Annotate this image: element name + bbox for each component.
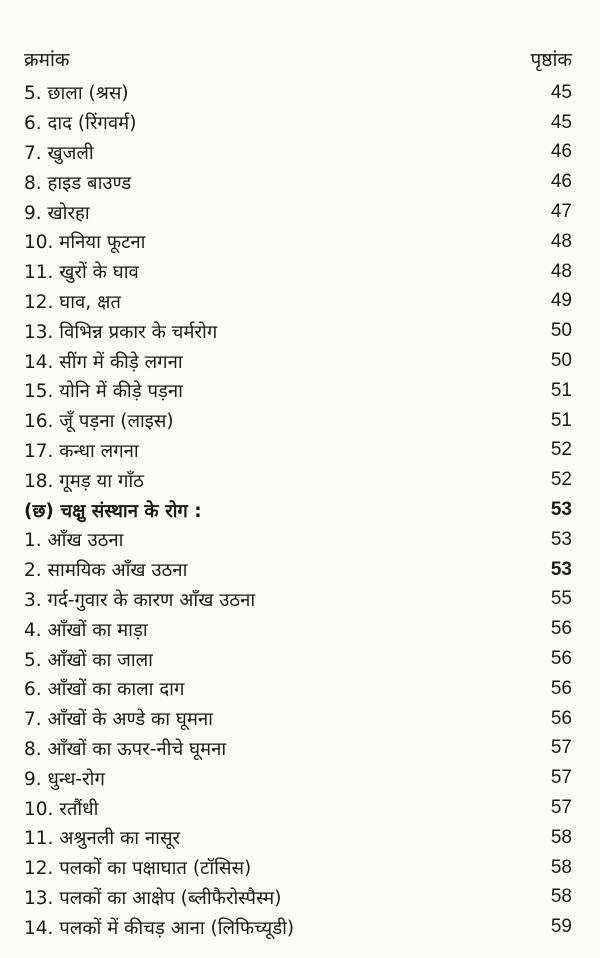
toc-entry — [24, 793, 572, 823]
entry-title: 18. गूमड़ या गाँठ — [24, 470, 144, 492]
entry-page: 55 — [550, 588, 572, 610]
entry-page: 50 — [550, 320, 572, 342]
entry-page: 57 — [550, 767, 572, 789]
toc-entry — [24, 674, 572, 704]
entry-page: 58 — [550, 826, 572, 848]
entry-title: 14. सींग में कीड़े लगना — [24, 351, 183, 373]
entry-title: 16. जूँ पड़ना (लाइस) — [24, 411, 174, 433]
entry-page: 58 — [550, 886, 572, 908]
entry-title: 12. घाव, क्षत — [24, 291, 121, 313]
toc-entry — [24, 376, 572, 406]
toc-header — [24, 44, 572, 74]
entry-page: 50 — [550, 350, 572, 372]
section-title: (छ) चक्षु संस्थान के रोग : — [24, 500, 202, 522]
toc-entry — [24, 108, 572, 138]
toc-section-heading — [24, 495, 572, 525]
page-column-heading: पृष्ठांक — [530, 49, 572, 71]
entry-page: 53 — [550, 558, 572, 580]
entry-title: 7. खुजली — [24, 142, 94, 164]
entry-page: 57 — [550, 737, 572, 759]
entry-title: 9. खोरहा — [24, 202, 90, 224]
toc-entry — [24, 436, 572, 466]
toc-entry — [24, 197, 572, 227]
toc-entry — [24, 316, 572, 346]
entry-title: 2. सामयिक आँख उठना — [24, 560, 188, 582]
toc-entry — [24, 644, 572, 674]
toc-entry — [24, 227, 572, 257]
entry-title: 10. रतौंधी — [24, 798, 99, 820]
entry-page: 57 — [550, 797, 572, 819]
toc-entry — [24, 406, 572, 436]
toc-entry — [24, 704, 572, 734]
section-page: 53 — [550, 499, 572, 521]
entry-title: 17. कन्धा लगना — [24, 440, 139, 462]
entry-page: 52 — [550, 439, 572, 461]
entry-page: 56 — [550, 648, 572, 670]
toc-entry — [24, 257, 572, 287]
entry-title: 8. हाइड बाउण्ड — [24, 172, 132, 194]
entry-page: 48 — [550, 230, 572, 252]
entry-title: 15. योनि में कीड़े पड़ना — [24, 381, 183, 403]
toc-entry — [24, 763, 572, 793]
entry-title: 14. पलकों में कीचड़ आना (लिफिच्यूडी) — [24, 917, 295, 939]
toc-list — [24, 78, 572, 942]
toc-entry — [24, 585, 572, 615]
entry-page: 46 — [550, 171, 572, 193]
entry-title: 11. अश्रुनली का नासूर — [24, 828, 181, 850]
entry-page: 58 — [550, 856, 572, 878]
entry-title: 6. आँखों का काला दाग — [24, 679, 185, 701]
entry-title: 13. पलकों का आक्षेप (ब्लीफैरोस्पैस्म) — [24, 887, 282, 909]
entry-page: 53 — [550, 528, 572, 550]
serial-column-heading: क्रमांक — [24, 49, 70, 71]
toc-entry — [24, 287, 572, 317]
entry-page: 47 — [550, 201, 572, 223]
entry-title: 5. आँखों का जाला — [24, 649, 153, 671]
entry-title: 5. छाला (श्रस) — [24, 83, 129, 105]
entry-title: 10. मनिया फूटना — [24, 232, 146, 254]
toc-entry — [24, 734, 572, 764]
entry-page: 56 — [550, 618, 572, 640]
entry-title: 1. आँख उठना — [24, 530, 124, 552]
entry-title: 8. आँखों का ऊपर-नीचे घूमना — [24, 738, 227, 760]
entry-page: 45 — [550, 111, 572, 133]
toc-entry — [24, 525, 572, 555]
toc-entry — [24, 555, 572, 585]
toc-entry — [24, 912, 572, 942]
entry-title: 3. गर्द-गुवार के कारण आँख उठना — [24, 589, 256, 611]
entry-title: 6. दाद (रिंगवर्म) — [24, 113, 137, 135]
toc-entry — [24, 883, 572, 913]
toc-entry — [24, 167, 572, 197]
entry-title: 9. धुन्ध-रोग — [24, 768, 105, 790]
entry-page: 56 — [550, 677, 572, 699]
entry-title: 11. खुरों के घाव — [24, 262, 139, 284]
entry-page: 46 — [550, 141, 572, 163]
entry-page: 48 — [550, 260, 572, 282]
entry-page: 51 — [550, 409, 572, 431]
toc-entry — [24, 465, 572, 495]
toc-entry — [24, 853, 572, 883]
entry-page: 52 — [550, 469, 572, 491]
toc-entry — [24, 138, 572, 168]
entry-page: 51 — [550, 379, 572, 401]
entry-page: 49 — [550, 290, 572, 312]
toc-entry — [24, 823, 572, 853]
entry-page: 56 — [550, 707, 572, 729]
entry-title: 13. विभिन्न प्रकार के चर्मरोग — [24, 321, 218, 343]
entry-title: 12. पलकों का पक्षाघात (टॉसिस) — [24, 858, 252, 880]
entry-page: 59 — [550, 916, 572, 938]
entry-title: 4. आँखों का माड़ा — [24, 619, 148, 641]
entry-page: 45 — [550, 81, 572, 103]
entry-title: 7. आँखों के अण्डे का घूमना — [24, 709, 213, 731]
toc-entry — [24, 78, 572, 108]
toc-entry — [24, 614, 572, 644]
toc-entry — [24, 346, 572, 376]
